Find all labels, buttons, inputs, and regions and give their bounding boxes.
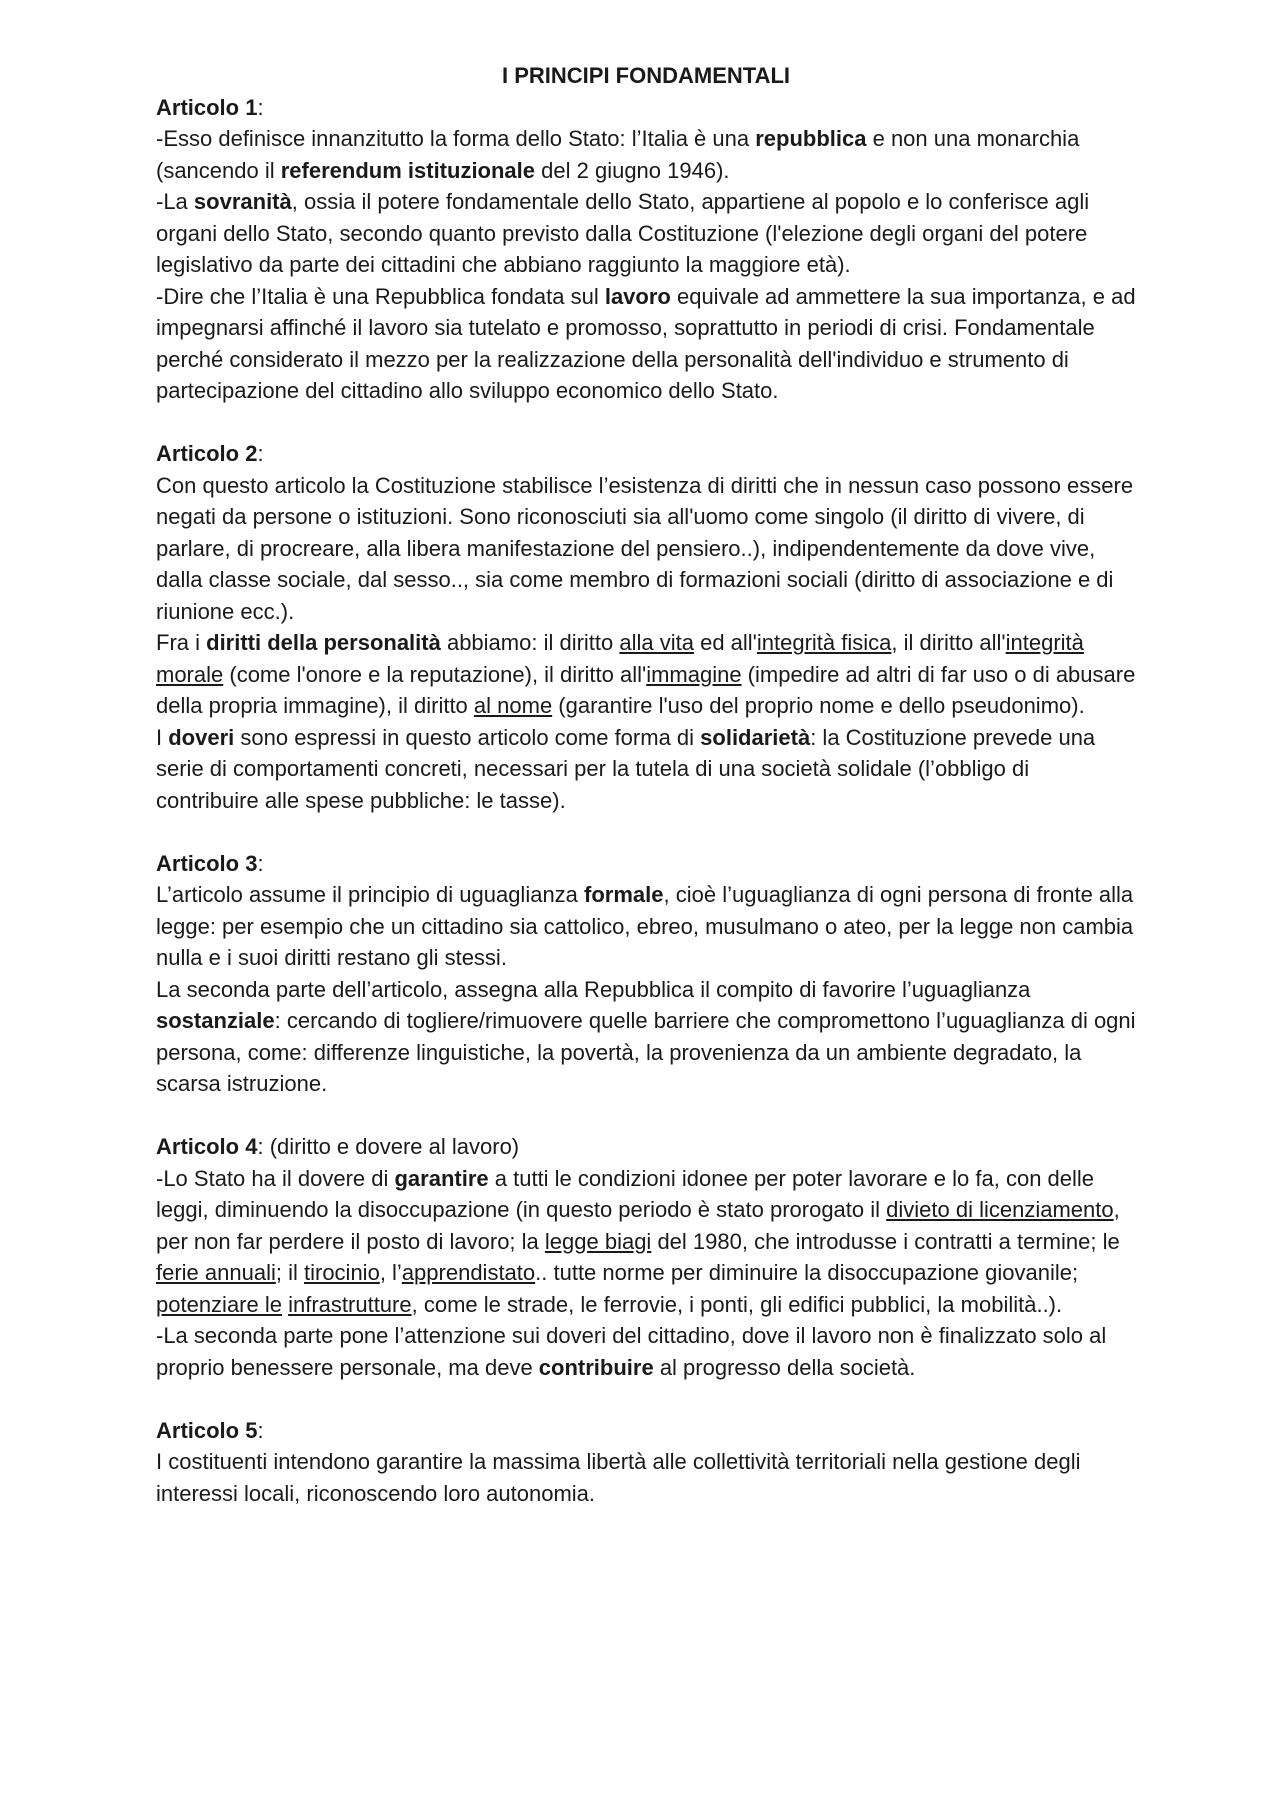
article-heading-suffix: :	[257, 850, 264, 876]
text-run: sono espressi in questo articolo come forma di	[234, 724, 701, 750]
article-paragraph	[156, 470, 1136, 628]
underlined-term: alla vita	[619, 630, 694, 655]
bold-term: lavoro	[604, 283, 671, 309]
article-heading-label: Articolo 2	[156, 441, 258, 466]
article-paragraph	[156, 1446, 1136, 1509]
text-run: abbiamo: il diritto	[440, 630, 620, 655]
text-run: al progresso della società.	[653, 1354, 916, 1380]
article-heading	[156, 1415, 1136, 1447]
underlined-term: legge biagi	[544, 1228, 652, 1254]
article-heading	[156, 92, 1136, 124]
articles-container	[156, 92, 1136, 1510]
text-run: , cioè l’uguaglianza di ogni persona di fronte alla legge: per esempio che un cittadino sia cattolico, ebreo, musulmano o ateo, per la legge non cambia nulla e i suoi diritti restano gli stessi.	[156, 882, 1134, 970]
text-run: equivale ad ammettere la sua importanza, e ad impegnarsi affinché il lavoro sia tutelato e promosso, soprattutto in periodi di crisi. Fondamentale perché considerato il mezzo per la realizzazione della personalità dell'individuo e strumento di partecipazione del cittadino allo sviluppo economico dello Stato.	[156, 283, 1136, 403]
bold-term: sovranità	[193, 189, 292, 214]
article-paragraph	[156, 186, 1136, 281]
article-paragraph	[156, 1320, 1136, 1383]
underlined-term: infrastrutture	[288, 1291, 412, 1317]
article-section	[156, 1131, 1136, 1383]
article-paragraph	[156, 627, 1136, 722]
text-run: -Lo Stato ha il dovere di	[156, 1165, 395, 1191]
text-run: (come l'onore e la reputazione), il diritto all'	[223, 661, 647, 687]
article-heading	[156, 1131, 1136, 1163]
text-run: , il diritto all'	[891, 630, 1006, 655]
text-run: -Dire che l’Italia è una Repubblica fondata sul	[156, 283, 605, 309]
article-heading	[156, 438, 1136, 470]
text-run: : la Costituzione prevede una serie di comportamenti concreti, necessari per la tutela di una società solidale (l’obbligo di contribuire alle spese pubbliche: le tasse).	[156, 724, 1096, 813]
article-heading-suffix: :	[257, 441, 264, 466]
text-run: ; il	[275, 1260, 304, 1285]
text-run: ed all'	[693, 630, 757, 655]
article-heading-label: Articolo 1	[156, 94, 258, 120]
bold-term: formale	[584, 882, 664, 907]
article-heading-suffix: :	[257, 1417, 264, 1443]
underlined-term: divieto di licenziamento	[886, 1197, 1114, 1222]
bold-term: repubblica	[755, 126, 867, 151]
text-run: I costituenti intendono garantire la massima libertà alle collettività territoriali nella gestione degli interessi locali, riconoscendo loro autonomia.	[156, 1449, 1081, 1506]
text-run: (garantire l'uso del proprio nome e dello pseudonimo).	[552, 693, 1085, 718]
article-paragraph	[156, 281, 1136, 407]
text-run: a tutti le condizioni idonee per poter lavorare e lo fa, con delle leggi, diminuendo la disoccupazione (in questo periodo è stato prorogato il	[156, 1165, 1095, 1222]
underlined-term: ferie annuali	[156, 1260, 276, 1285]
article-heading	[156, 848, 1136, 880]
text-run: I	[156, 724, 169, 750]
bold-term: sostanziale	[156, 1008, 275, 1033]
underlined-term: integrità fisica	[756, 630, 892, 655]
article-heading-suffix: : (diritto e dovere al lavoro)	[257, 1134, 520, 1159]
text-run: Fra i	[156, 630, 207, 655]
article-paragraph	[156, 1163, 1136, 1321]
bold-term: referendum istituzionale	[280, 157, 536, 183]
article-heading-label: Articolo 5	[156, 1417, 258, 1443]
document-title: I PRINCIPI FONDAMENTALI	[501, 63, 791, 88]
article-section	[156, 848, 1136, 1100]
text-run: .. tutte norme per diminuire la disoccupazione giovanile;	[535, 1260, 1079, 1285]
bold-term: diritti della personalità	[206, 630, 441, 655]
article-section	[156, 438, 1136, 816]
underlined-term: al nome	[473, 693, 553, 718]
text-run: Con questo articolo la Costituzione stabilisce l’esistenza di diritti che in nessun caso possono essere negati da persone o istituzioni. Sono riconosciuti sia all'uomo come singolo (il diritto di vivere, di parlare, di procreare, alla libera manifestazione del pensiero..), indipendentemente da dove vive, dalla classe sociale, dal sesso.., sia come membro di formazioni sociali (diritto di associazione e di riunione ecc.).	[156, 472, 1134, 624]
underlined-term: potenziare le	[156, 1291, 282, 1317]
text-run: L’articolo assume il principio di uguaglianza	[156, 882, 585, 907]
underlined-term: integrità morale	[156, 630, 1084, 687]
article-heading-suffix: :	[257, 94, 264, 120]
text-run: , ossia il potere fondamentale dello Stato, appartiene al popolo e lo conferisce agli organi dello Stato, secondo quanto previsto dalla Costituzione (l'elezione degli organi del potere legislativo da parte dei cittadini che abbiano raggiunto la maggiore età).	[156, 189, 1090, 277]
bold-term: contribuire	[538, 1354, 654, 1380]
text-run: (impedire ad altri di far uso o di abusare della propria immagine), il diritto	[156, 661, 1136, 718]
text-run: , per non far perdere il posto di lavoro; la	[156, 1197, 1120, 1254]
underlined-term: immagine	[646, 661, 742, 687]
text-run: e non una monarchia (sancendo il	[156, 126, 1080, 183]
underlined-term: tirocinio	[304, 1260, 380, 1285]
bold-term: doveri	[168, 724, 235, 750]
text-run: -La seconda parte pone l’attenzione sui doveri del cittadino, dove il lavoro non è finalizzato solo al proprio benessere personale, ma deve	[156, 1323, 1107, 1380]
article-heading-label: Articolo 3	[156, 850, 258, 876]
underlined-term: apprendistato	[401, 1260, 536, 1285]
text-run: , l’	[379, 1260, 402, 1285]
article-section	[156, 92, 1136, 407]
text-run: , come le strade, le ferrovie, i ponti, gli edifici pubblici, la mobilità..).	[411, 1291, 1063, 1317]
text-run: La seconda parte dell’articolo, assegna alla Repubblica il compito di favorire l’uguaglianza	[156, 976, 1031, 1002]
text-run: : cercando di togliere/rimuovere quelle barriere che compromettono l’uguaglianza di ogni persona, come: differenze linguistiche, la povertà, la provenienza da un ambiente degradato, la scarsa istruzione.	[156, 1008, 1136, 1096]
article-paragraph	[156, 123, 1136, 186]
article-section	[156, 1415, 1136, 1510]
bold-term: garantire	[394, 1165, 489, 1191]
article-heading-label: Articolo 4	[156, 1134, 258, 1159]
article-paragraph	[156, 974, 1136, 1100]
text-run: -Esso definisce innanzitutto la forma dello Stato: l’Italia è una	[156, 126, 756, 151]
document-page	[156, 60, 1136, 1541]
article-paragraph	[156, 879, 1136, 974]
text-run: del 1980, che introdusse i contratti a termine; le	[651, 1228, 1120, 1254]
text-run: -La	[156, 189, 194, 214]
bold-term: solidarietà	[700, 724, 811, 750]
text-run: del 2 giugno 1946).	[535, 157, 730, 183]
article-paragraph	[156, 722, 1136, 817]
